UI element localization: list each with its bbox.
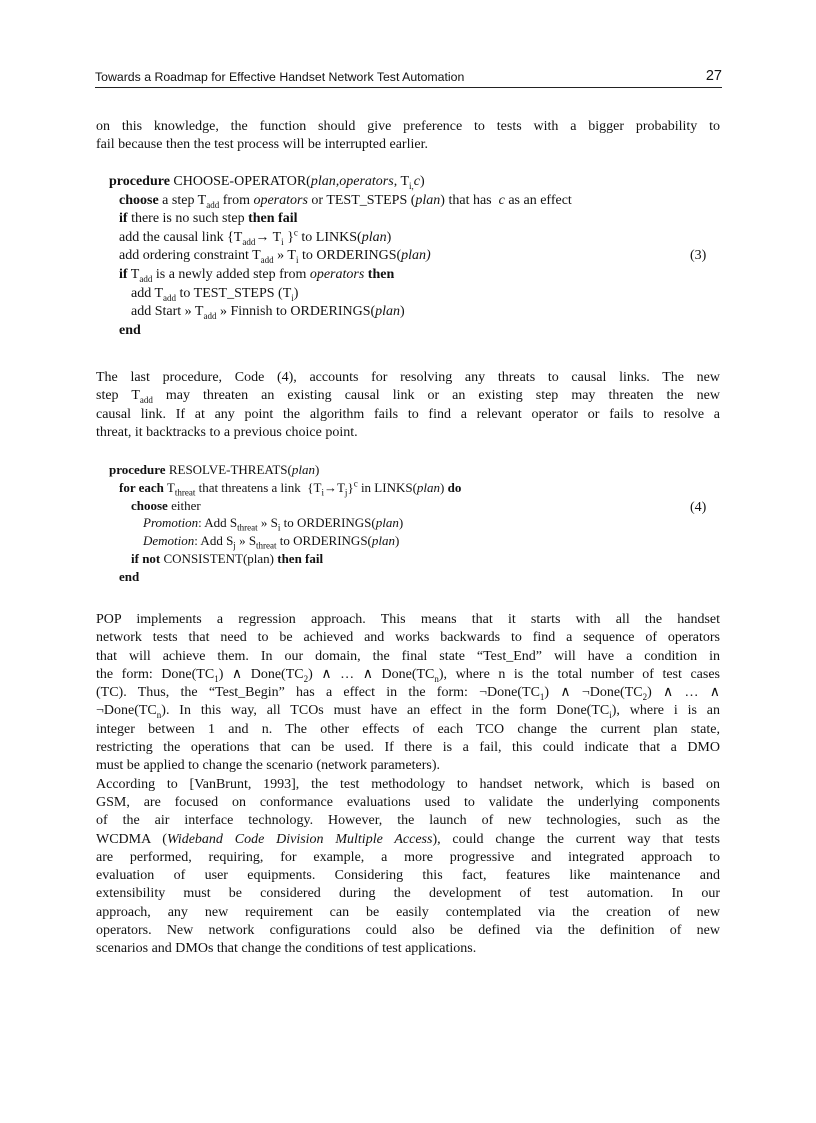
code-text: to LINKS(: [297, 229, 362, 245]
subscript: threat: [256, 540, 277, 551]
subscript: add: [206, 199, 220, 210]
subscript: add: [260, 255, 274, 266]
code-line: [109, 479, 461, 497]
text-line: POP implements a regression approach. This means that it starts with all the handset: [96, 612, 720, 627]
subscript: i,: [409, 180, 414, 191]
code-block-choose-operator: [109, 173, 572, 340]
code-text: ): [398, 515, 404, 531]
code-number-4: (4): [690, 500, 707, 515]
code-text: that threatens a link {T: [195, 479, 322, 495]
text-run: Wideband Code Division Multiple Access: [166, 831, 433, 847]
running-header: [95, 70, 722, 88]
code-text: plan: [415, 192, 441, 208]
subscript: 1: [539, 691, 545, 702]
subscript: i: [295, 255, 299, 266]
code-text: add Start » T: [131, 304, 204, 320]
text-line: GSM, are focused on conformance evaluations used to validate the underlying components: [96, 794, 720, 810]
text-line: fail because then the test process will be interrupted earlier.: [96, 137, 428, 153]
code-text: operators: [253, 192, 308, 208]
code-text: Demotion: [143, 533, 195, 549]
page-number: 27: [705, 68, 722, 84]
code-text: to ORDERINGS(: [276, 533, 372, 549]
text-run: ), could change the current way that tests: [432, 831, 720, 847]
text-line: must be applied to change the scenario (network parameters).: [96, 758, 441, 774]
text-run: the form: Done(TC: [96, 666, 215, 682]
running-title: Towards a Roadmap for Effective Handset Network Test Automation: [95, 70, 465, 84]
keyword: if not: [131, 550, 161, 566]
keyword: do: [447, 479, 462, 495]
text-line: approach, any new requirement can be easily contemplated via the creation of new: [96, 904, 720, 920]
text-run: ). In this way, all TCOs must have an effect in the form Done(TC: [161, 703, 610, 719]
code-text: to ORDERINGS(: [280, 515, 376, 531]
text-line: operators. New network configurations could also be defined via the definition of new: [96, 923, 720, 939]
paragraph-1: [96, 118, 720, 155]
code-line: [109, 210, 572, 229]
code-number-3: (3): [690, 248, 707, 263]
keyword: then: [367, 266, 395, 282]
code-text: }: [283, 229, 294, 245]
text-run: WCDMA (: [96, 831, 167, 847]
code-text: to TEST_STEPS (T: [176, 285, 292, 301]
text-run: ) ∧ ¬Done(TC: [544, 685, 643, 701]
paragraph-2: [96, 369, 720, 442]
subscript: i: [277, 522, 281, 533]
code-text: ): [440, 479, 445, 495]
code-line: [109, 514, 461, 532]
code-text: ): [293, 285, 299, 301]
code-text: , T: [393, 174, 410, 189]
code-text: a step T: [158, 192, 207, 208]
keyword: procedure: [109, 462, 166, 477]
code-text: plan: [375, 304, 401, 320]
code-text: c: [498, 192, 505, 208]
text-run: ¬Done(TC: [96, 703, 157, 719]
code-text: plan: [371, 533, 396, 549]
code-text: plan,operators: [310, 174, 394, 189]
code-text: from: [219, 192, 254, 208]
code-text: T: [127, 266, 140, 282]
subscript: j: [233, 540, 236, 551]
code-text: operators: [309, 266, 365, 282]
code-text: →T: [323, 479, 345, 495]
code-text: : Add S: [194, 533, 234, 549]
superscript: c: [293, 227, 298, 238]
code-line: [109, 550, 461, 568]
code-line: [109, 173, 572, 192]
code-line: [109, 247, 572, 266]
code-text: in LINKS(: [357, 479, 417, 495]
code-text: Promotion: [143, 515, 199, 531]
text-line: The last procedure, Code (4), accounts for resolving any threats to causal links. The new: [96, 370, 720, 385]
subscript: i: [321, 487, 324, 498]
text-line: on this knowledge, the function should give preference to tests with a bigger probability to: [96, 119, 720, 134]
code-line: [109, 322, 572, 341]
code-text: ): [314, 462, 320, 477]
text-line: that will achieve them. In our domain, the final state “Test_End” will have a condition in: [96, 648, 720, 664]
subscript: threat: [174, 487, 196, 498]
subscript: i: [281, 236, 284, 247]
text-line: scenarios and DMOs that change the conditions of test applications.: [96, 941, 477, 957]
code-text: » Finnish to ORDERINGS(: [216, 304, 376, 320]
text-line: [96, 831, 720, 849]
text-line: threat, it backtracks to a previous choice point.: [96, 424, 358, 440]
text-line: [96, 702, 720, 720]
text-line: integer between 1 and n. The other effects of each TCO change the current plan state,: [96, 721, 720, 737]
text-line: According to [VanBrunt, 1993], the test methodology to handset network, which is based on: [96, 776, 720, 792]
subscript: add: [139, 395, 153, 406]
subscript: i: [291, 292, 294, 303]
text-run: ) ∧ … ∧ Done(TC: [308, 666, 435, 682]
code-line: [109, 266, 572, 285]
subscript: add: [203, 310, 217, 321]
code-line: [109, 303, 572, 322]
text-run: ) ∧ Done(TC: [218, 666, 304, 682]
text-line: evaluation of user equipments. Considering this fact, features like maintenance and: [96, 868, 720, 884]
code-text: ): [386, 229, 392, 245]
paragraph-3: [96, 611, 720, 959]
keyword: procedure: [109, 174, 170, 189]
text-line: of the air interface technology. However, the launch of new technologies, such as the: [96, 813, 720, 829]
code-text: there is no such step: [127, 211, 249, 227]
keyword: for each: [119, 479, 164, 495]
code-text: T: [163, 479, 175, 495]
code-text: ): [420, 174, 425, 189]
text-run: ), where i is an: [611, 703, 720, 719]
header-rule: [95, 87, 722, 88]
code-line: [109, 461, 461, 479]
code-text: c: [413, 174, 420, 189]
subscript: n: [156, 710, 162, 721]
text-run: step T: [96, 388, 140, 404]
text-run: may threaten an existing causal link or an existing step may threaten the new: [152, 388, 720, 404]
code-text: » T: [273, 248, 296, 264]
text-run: ), where n is the total number of test cases: [438, 666, 720, 682]
subscript: 2: [303, 673, 309, 684]
subscript: 2: [642, 691, 648, 702]
text-line: [96, 387, 720, 405]
code-text: : Add S: [198, 515, 238, 531]
text-run: ) ∧ … ∧: [647, 685, 720, 701]
keyword: then fail: [277, 550, 324, 566]
code-text: plan: [416, 479, 441, 495]
code-text: → T: [255, 229, 282, 245]
code-text: is a newly added step from: [152, 266, 310, 282]
code-text: ): [395, 533, 400, 549]
code-text: plan): [401, 248, 431, 264]
code-text: to ORDERINGS(: [298, 248, 402, 264]
subscript: 1: [214, 673, 219, 684]
keyword: end: [119, 322, 141, 338]
keyword: if: [119, 266, 128, 282]
text-line: [96, 666, 720, 684]
text-line: causal link. If at any point the algorithm fails to find a relevant operator or fails to resolve a: [96, 406, 720, 422]
code-text: CONSISTENT(plan): [160, 550, 278, 566]
code-text: as an effect: [504, 192, 572, 208]
code-text: or TEST_STEPS (: [307, 192, 416, 208]
code-line: [109, 192, 572, 211]
subscript: add: [242, 236, 256, 247]
keyword: if: [119, 211, 128, 227]
code-line: [109, 532, 461, 550]
code-text: ): [400, 304, 405, 320]
code-text: ) that has: [440, 192, 499, 208]
code-text: » S: [257, 515, 278, 531]
code-text: » S: [235, 533, 257, 549]
superscript: c: [353, 478, 358, 489]
code-text: add ordering constraint T: [119, 248, 261, 264]
code-text: add T: [131, 285, 164, 301]
keyword: choose: [131, 497, 168, 513]
subscript: j: [344, 487, 348, 498]
keyword: end: [119, 568, 140, 584]
code-text: add the causal link {T: [119, 229, 243, 245]
code-line: [109, 285, 572, 304]
subscript: add: [139, 273, 153, 284]
code-text: plan: [291, 462, 315, 477]
code-text: RESOLVE-THREATS(: [168, 462, 292, 477]
text-line: network tests that need to be achieved and works backwards to find a sequence of operators: [96, 630, 720, 646]
text-line: are performed, requiring, for example, a more progressive and integrated approach to: [96, 849, 720, 865]
code-text: either: [167, 497, 201, 513]
code-line: [109, 497, 461, 515]
subscript: add: [163, 292, 177, 303]
keyword: choose: [119, 192, 159, 208]
keyword: then fail: [248, 211, 298, 227]
code-text: plan: [361, 229, 387, 245]
code-text: plan: [375, 515, 399, 531]
text-line: restricting the operations that can be used. If there is a fail, this could indicate that a DMO: [96, 740, 720, 756]
text-line: extensibility must be considered during the development of test automation. In our: [96, 886, 720, 902]
code-line: [109, 229, 572, 248]
text-line: [96, 684, 720, 702]
subscript: threat: [237, 522, 258, 533]
subscript: n: [434, 673, 439, 684]
subscript: i: [609, 710, 612, 721]
code-block-resolve-threats: [109, 461, 461, 586]
code-text: CHOOSE-OPERATOR(: [173, 174, 311, 189]
text-run: (TC). Thus, the “Test_Begin” has a effect in the form: ¬Done(TC: [96, 685, 540, 701]
code-text: }: [347, 479, 354, 495]
code-line: [109, 568, 461, 586]
